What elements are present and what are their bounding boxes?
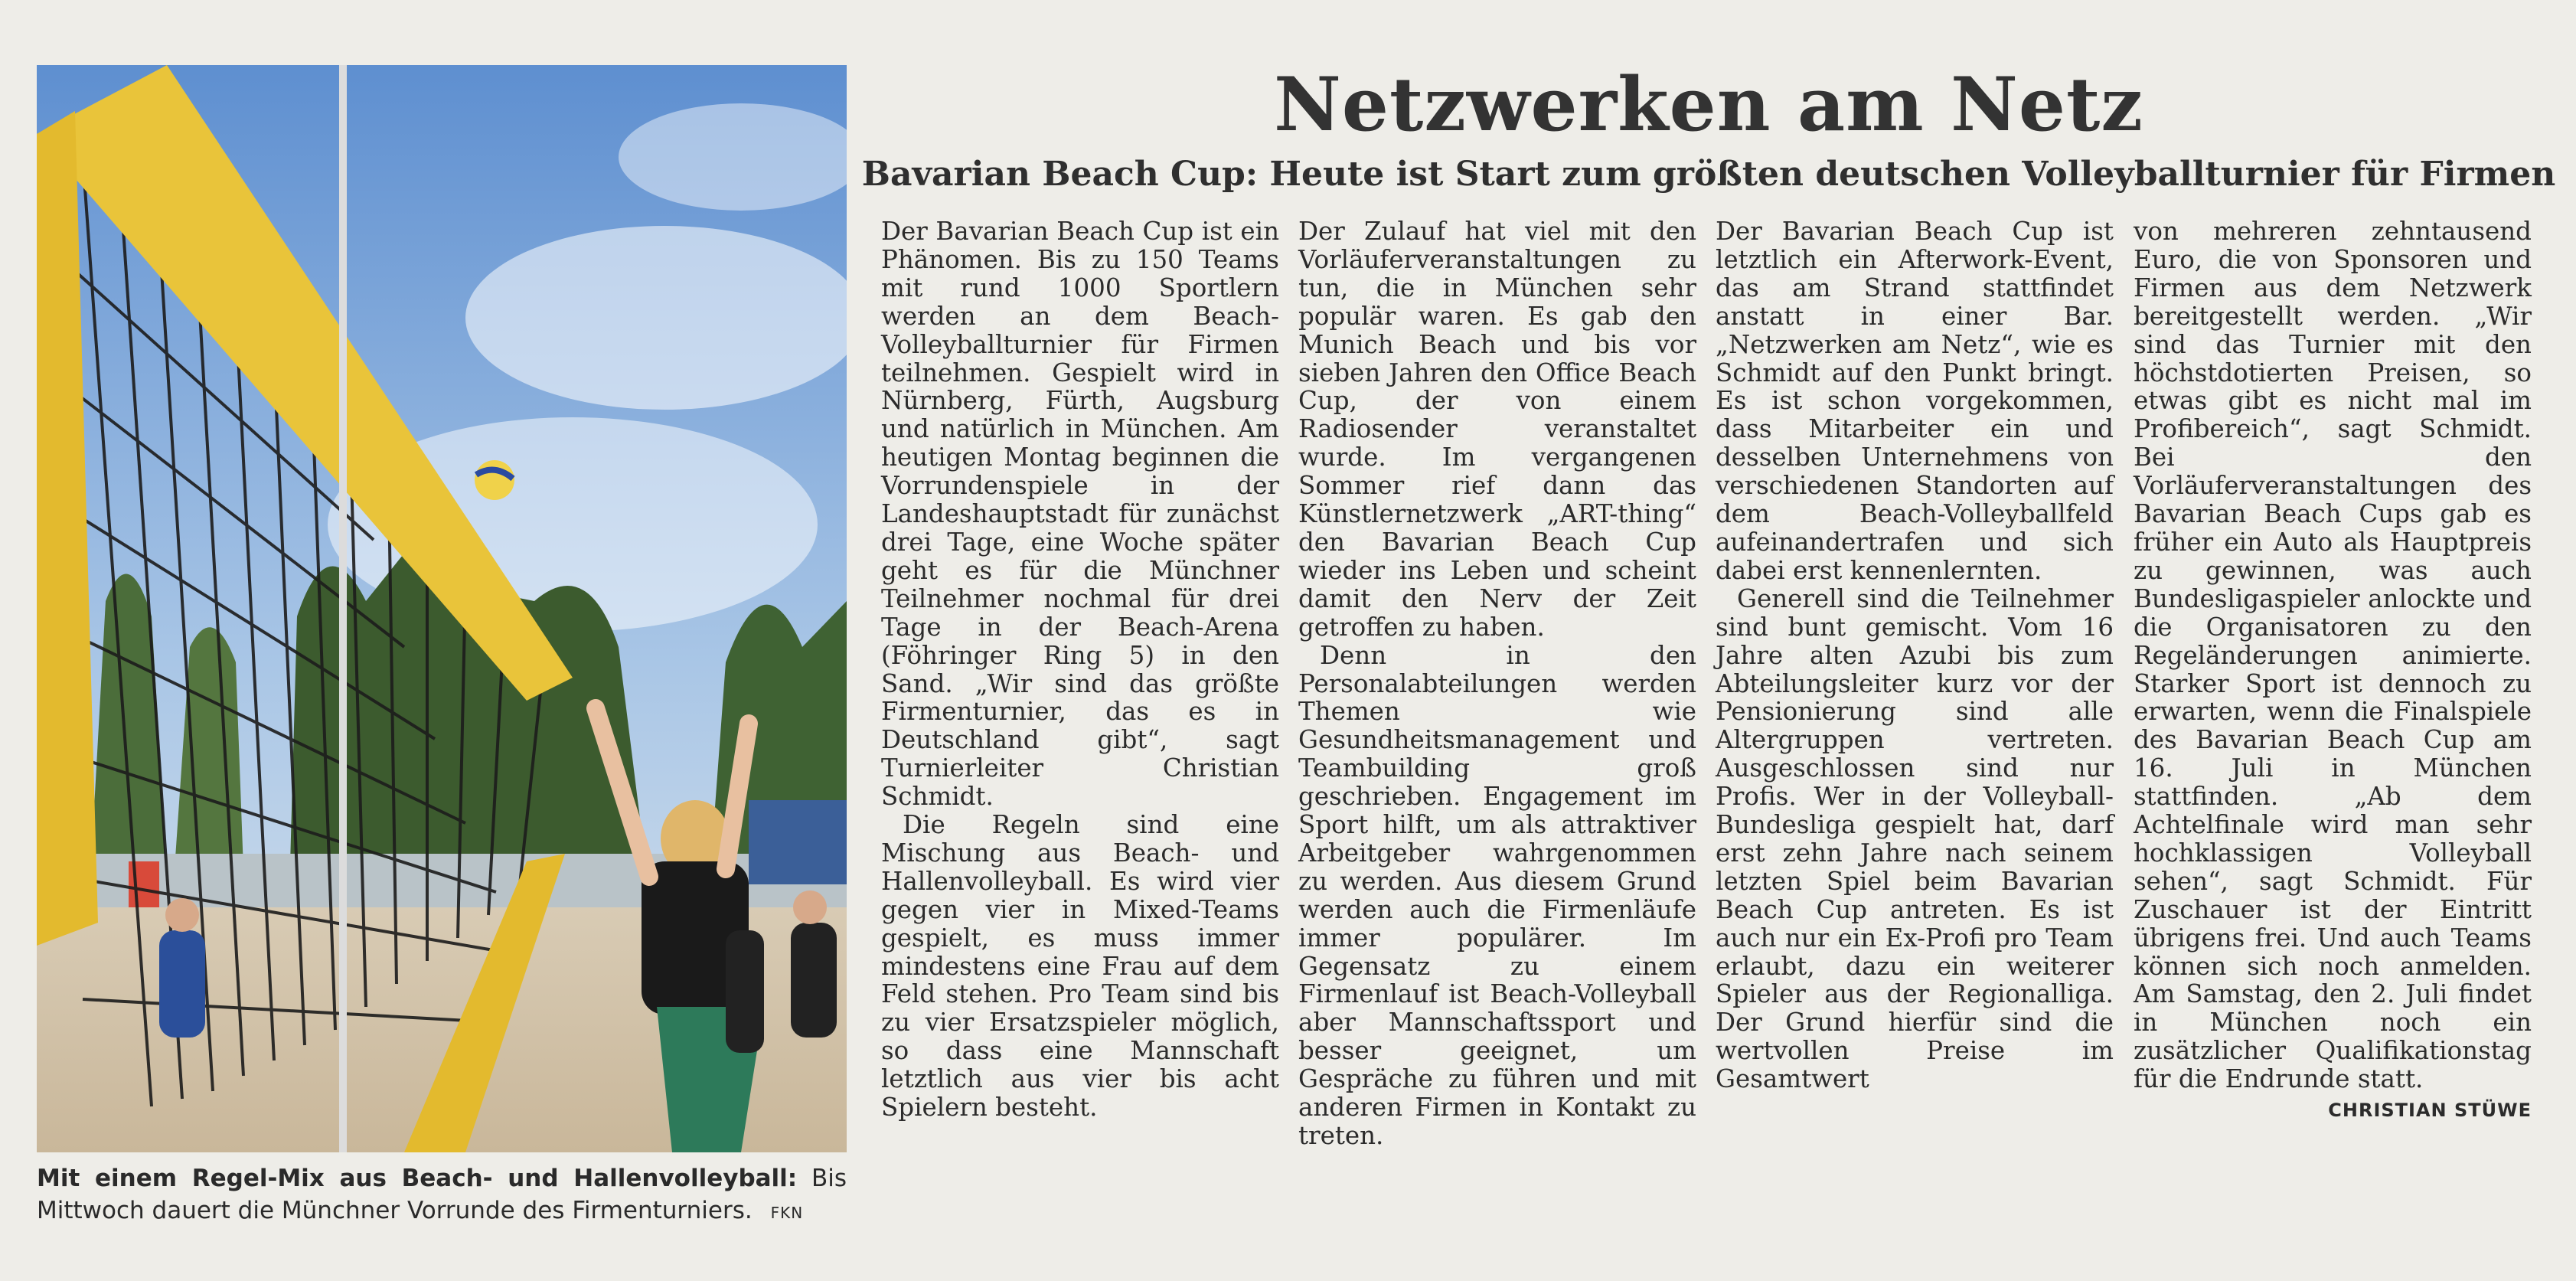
photo-caption <box>37 1162 847 1229</box>
article-column-2 <box>1298 217 1696 1150</box>
column-3-paragraph-2: Generell sind die Teilnehmer sind bunt gemischt. Vom 16 Jahre alten Azubi bis zum Abteilungsleiter kurz vor der Pensionierung sind alle Altergruppen vertreten. Ausgeschlossen sind nur Profis. Wer in der Volleyball-Bundesliga gespielt hat, darf erst zehn Jahre nach seinem letzten Spiel beim Bavarian Beach Cup antreten. Es ist auch nur ein Ex-Profi pro Team erlaubt, dazu ein weiterer Spieler aus der Regionalliga. Der Grund hierfür sind die wertvollen Preise im Gesamtwert <box>1716 583 2114 1094</box>
article-column-1 <box>881 217 1279 1122</box>
article-byline: CHRISTIAN STÜWE <box>2328 1100 2532 1122</box>
photo-credit: FKN <box>770 1204 804 1222</box>
article-headline: Netzwerken am Netz <box>1274 61 2143 148</box>
article-column-3 <box>1716 217 2114 1093</box>
column-2-paragraph-1: Der Zulauf hat viel mit den Vorläuferveranstaltungen zu tun, die in München sehr populär waren. Es gab den Munich Beach und bis vor sieben Jahren den Office Beach Cup, der von einem Radiosender veranstaltet wurde. Im vergangenen Sommer rief dann das Künstlernetzwerk „ART-thing“ den Bavarian Beach Cup wieder ins Leben und scheint damit den Nerv der Zeit getroffen zu haben. <box>1298 217 1696 642</box>
article-subheadline: Bavarian Beach Cup: Heute ist Start zum größten deutschen Volleyballturnier für Firmen <box>861 155 2556 194</box>
column-2-paragraph-2: Denn in den Personalabteilungen werden Themen wie Gesundheitsmanagement und Teambuilding groß geschrieben. Engagement im Sport hilft, um als attraktiver Arbeitgeber wahrgenommen zu werden. Aus diesem Grund werden auch die Firmenläufe immer populärer. Im Gegensatz zu einem Firmenlauf ist Beach-Volleyball aber Mannschaftssport und besser geeignet, um Gespräche zu führen und mit anderen Firmen in Kontakt zu treten. <box>1298 640 1696 1150</box>
column-4-paragraph-1: von mehreren zehntausend Euro, die von Sponsoren und Firmen aus dem Netzwerk bereitgestellt werden. „Wir sind das Turnier mit den höchstdotierten Preisen, so etwas gibt es nicht mal im Profibereich“, sagt Schmidt. Bei den Vorläuferveranstaltungen des Bavarian Beach Cups gab es früher ein Auto als Hauptpreis zu gewinnen, was auch Bundesligaspieler anlockte und die Organisatoren zu den Regeländerungen animierte. Starker Sport ist dennoch zu erwarten, wenn die Finalspiele des Bavarian Beach Cup am 16. Juli in München stattfinden. „Ab dem Achtelfinale wird man sehr hochklassigen Volleyball sehen“, sagt Schmidt. Für Zuschauer ist der Eintritt übrigens frei. Und auch Teams können sich noch anmelden. Am Samstag, den 2. Juli findet in München noch ein zusätzlicher Qualifikationstag für die Endrunde statt. <box>2134 217 2532 1094</box>
article-column-4 <box>2134 217 2532 1125</box>
caption-lead: Mit einem Regel-Mix aus Beach- und Hallenvolleyball: <box>37 1165 798 1192</box>
volleyball-photo <box>37 65 847 1152</box>
column-1-paragraph-2: Die Regeln sind eine Mischung aus Beach- und Hallenvolleyball. Es wird vier gegen vier in Mixed-Teams gespielt, es muss immer mindestens eine Frau auf dem Feld stehen. Pro Team sind bis zu vier Ersatzspieler möglich, so dass eine Mannschaft letztlich aus vier bis acht Spielern besteht. <box>881 810 1279 1123</box>
column-3-paragraph-1: Der Bavarian Beach Cup ist letztlich ein Afterwork-Event, das am Strand stattfindet anstatt in einer Bar. „Netzwerken am Netz“, wie es Schmidt auf den Punkt bringt. Es ist schon vorgekommen, dass Mitarbeiter ein und desselben Unternehmens von verschiedenen Standorten auf dem Beach-Volleyballfeld aufeinandertrafen und sich dabei erst kennenlernten. <box>1716 217 2114 585</box>
column-1-paragraph-1: Der Bavarian Beach Cup ist ein Phänomen. Bis zu 150 Teams mit rund 1000 Sportlern werden an dem Beach-Volleyballturnier für Firmen teilnehmen. Gespielt wird in Nürnberg, Fürth, Augsburg und natürlich in München. Am heutigen Montag beginnen die Vorrundenspiele in der Landeshauptstadt für zunächst drei Tage, eine Woche später geht es für die Münchner Teilnehmer nochmal für drei Tage in der Beach-Arena (Föhringer Ring 5) in den Sand. „Wir sind das größte Firmenturnier, das es in Deutschland gibt“, sagt Turnierleiter Christian Schmidt. <box>881 217 1279 812</box>
volleyball-scene-illustration <box>37 65 847 1152</box>
caption-text: Bis Mittwoch dauert die Münchner Vorrunde des Firmenturniers. <box>37 1165 847 1224</box>
